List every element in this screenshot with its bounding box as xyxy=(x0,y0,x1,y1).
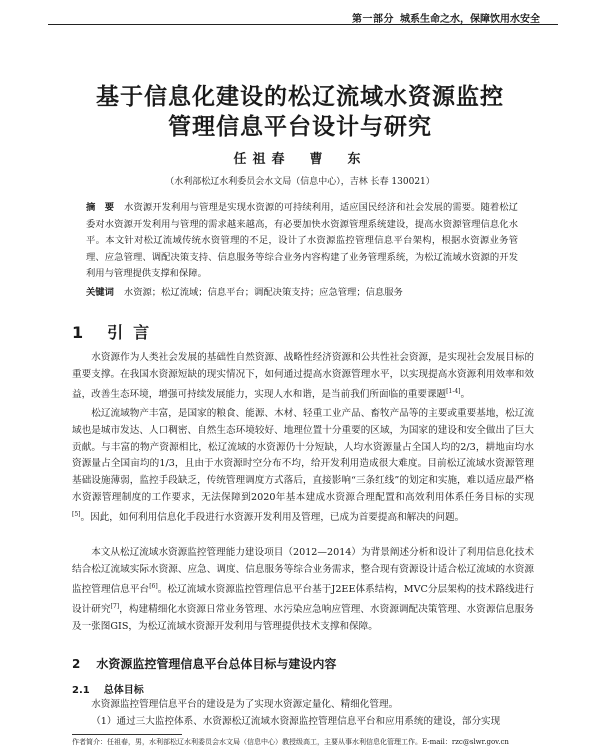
footnote-rule xyxy=(72,734,182,735)
section-1-title: 引言 xyxy=(107,323,160,342)
header-section-title: 城系生命之水，保障饮用水安全 xyxy=(400,14,540,25)
section-2-heading xyxy=(72,655,336,672)
section-1-heading xyxy=(72,320,159,343)
paragraph-2-text: 松辽流域物产丰富，是国家的粮食、能源、木材、轻重工业产品、畜牧产品等的主要或重要基地，松辽流域也是城市发达、人口稠密、自然生态环境较好、地理位置十分重要的区域，为国家的建设和安全做出了巨大贡献。与丰富的物产资源相比，松辽流域的水资源仍十分短缺，人均水资源量占全国人均的2/3，耕地亩均水资源量占全国亩均的1/3，且由于水资源时空分布不均，给开发利用造成很大难度。目前松辽流域水资源管理基础设施薄弱，监控手段缺乏，传统管理调度方式落后，直接影响“三条红线”的划定和实施，难以适应最严格水资源管理制度的工作要求，无法保障到2020年基本建成水资源合理配置和高效利用体系任务目标的实现 xyxy=(72,408,534,503)
paragraph-5: （1）通过三大监控体系、水资源松辽流域水资源监控管理信息平台和应用系统的建设，部分实现 xyxy=(91,716,501,727)
affiliation: （水利部松辽水利委员会水文局（信息中心），吉林 长春 130021） xyxy=(165,177,435,187)
paragraph-3-text: 本文从松辽流域水资源监控管理能力建设项目（2012—2014）为背景阐述分析和设计了利用信息化技术结合松辽流域实际水资源、应急、调度、信息服务等综合业务需求，整合现有资源设计适合松辽流域的水资源监控管理信息平台 xyxy=(72,547,534,595)
running-header xyxy=(0,10,600,24)
paragraph-2 xyxy=(72,406,534,527)
section-2-title: 水资源监控管理信息平台总体目标与建设内容 xyxy=(96,657,337,671)
paragraph-3 xyxy=(72,545,534,635)
citation-ref: [7] xyxy=(110,602,120,610)
paper-title-line2: 管理信息平台设计与研究 xyxy=(168,114,432,140)
paragraph-1-end: 。 xyxy=(460,388,471,400)
paragraph-1-text: 水资源作为人类社会发展的基础性自然资源、战略性经济资源和公共性社会资源，是实现社会发展目标的重要支撑。在我国水资源短缺的现实情况下，如何通过提高水资源管理水平，以实现提高水资源利用效率和效益，改善生态环境，增强可持续发展能力，实现人水和谐，是当前我们所面临的重要课题 xyxy=(72,352,534,400)
paragraph-4: 水资源监控管理信息平台的建设是为了实现水资源定量化、精细化管理。 xyxy=(91,699,399,710)
subsection-2-1-title: 总体目标 xyxy=(103,685,144,696)
keywords-label: 关键词 xyxy=(86,287,114,298)
subsection-2-1-heading xyxy=(72,681,144,696)
keywords-text: 水资源；松辽流域；信息平台；调配决策支持；应急管理；信息服务 xyxy=(123,287,403,298)
paragraph-2-end: 。因此，如何利用信息化手段进行水资源开发利用及管理，已成为首要提高和解决的问题。 xyxy=(80,511,465,523)
citation-ref: [6] xyxy=(149,582,158,590)
abstract-label: 摘 要 xyxy=(86,202,115,213)
subsection-2-1-number: 2.1 xyxy=(72,685,90,696)
abstract xyxy=(86,200,518,283)
author-footnote: 作者简介：任祖春，男，水利部松辽水利委员会水文局（信息中心）教授级高工，主要从事水利信息化管理工作。E-mail：rzc@slwr.gov.cn xyxy=(72,738,509,746)
section-1-number: 1 xyxy=(72,323,84,342)
paragraph-3-end: ，构建精细化水资源日常业务管理、水污染应急响应管理、水资源调配决策管理、水资源信息服务及一张图GIS，为松辽流域水资源开发利用与管理提供技术支撑和保障。 xyxy=(72,603,535,632)
paper-title-line1: 基于信息化建设的松辽流域水资源监控 xyxy=(96,84,504,110)
header-rule xyxy=(48,24,558,25)
authors: 任祖春 曹 东 xyxy=(233,152,367,167)
keywords xyxy=(86,284,518,298)
citation-ref: [1-4] xyxy=(446,387,461,395)
paragraph-3-mid: 。松辽流域水资源监控管理信息平台基于J2EE体系结构，MVC分层架构的技术路线进行设计研究 xyxy=(72,583,534,615)
header-part-label: 第一部分 xyxy=(352,14,394,25)
citation-ref: [5] xyxy=(72,510,81,518)
section-2-number: 2 xyxy=(72,657,81,671)
abstract-text: 水资源开发利用与管理是实现水资源的可持续利用，适应国民经济和社会发展的需要。随着松辽委对水资源开发利用与管理的需求越来越高，有必要加快水资源管理系统建设，提高水资源管理信息化水平。本文针对松辽流域传统水资管理的不足，设计了水资源监控管理信息平台架构，根据水资源业务管理、应急管理、调配决策支持、信息服务等综合业务内容构建了业务管理系统，为松辽流域水资源的开发利用与管理提供支撑和保障。 xyxy=(86,202,518,279)
paragraph-1 xyxy=(72,350,534,404)
